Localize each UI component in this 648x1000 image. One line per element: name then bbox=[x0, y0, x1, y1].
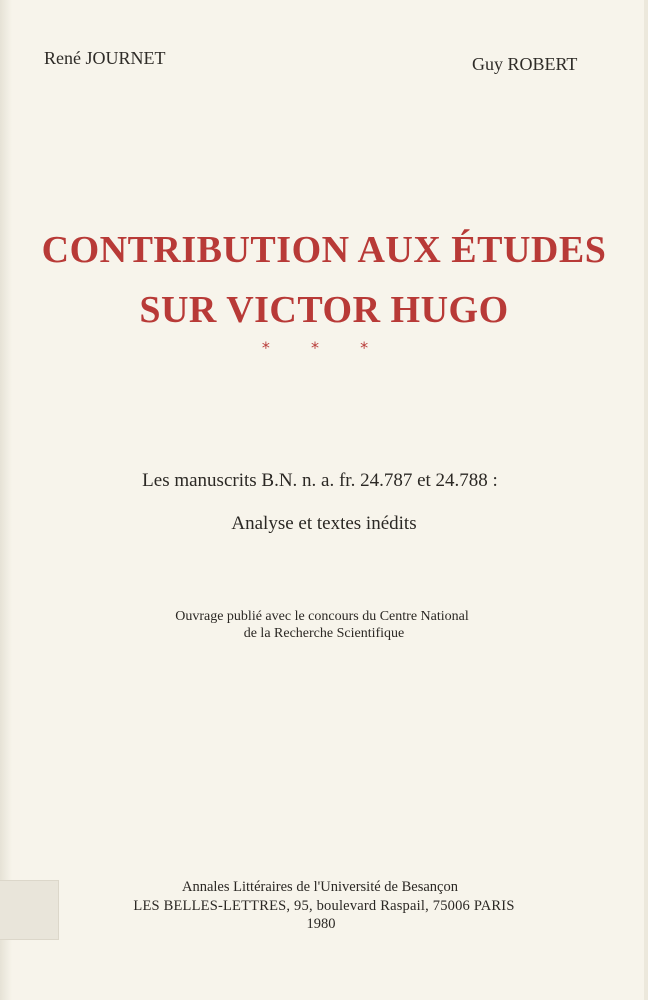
funding-note-line-1: Ouvrage publié avec le concours du Centre National bbox=[175, 609, 469, 624]
subtitle-line-2: Analyse et textes inédits bbox=[231, 513, 417, 534]
funding-note-line-2: de la Recherche Scientifique bbox=[243, 626, 405, 641]
ornament-stars: * * * bbox=[261, 338, 387, 357]
author-left: René JOURNET bbox=[44, 48, 166, 68]
publication-year: 1980 bbox=[306, 916, 336, 932]
subtitle-line-1: Les manuscrits B.N. n. a. fr. 24.787 et 24.788 : bbox=[142, 470, 498, 491]
page-edge-shadow bbox=[0, 0, 12, 1000]
publisher-address: LES BELLES-LETTRES, 95, boulevard Raspail, 75006 PARIS bbox=[133, 898, 515, 914]
author-right: Guy ROBERT bbox=[472, 54, 578, 74]
page-edge-right bbox=[644, 0, 648, 1000]
publisher-series: Annales Littéraires de l'Université de Besançon bbox=[181, 879, 458, 895]
title-line-2: SUR VICTOR HUGO bbox=[139, 289, 509, 331]
title-line-1: CONTRIBUTION AUX ÉTUDES bbox=[41, 229, 607, 271]
